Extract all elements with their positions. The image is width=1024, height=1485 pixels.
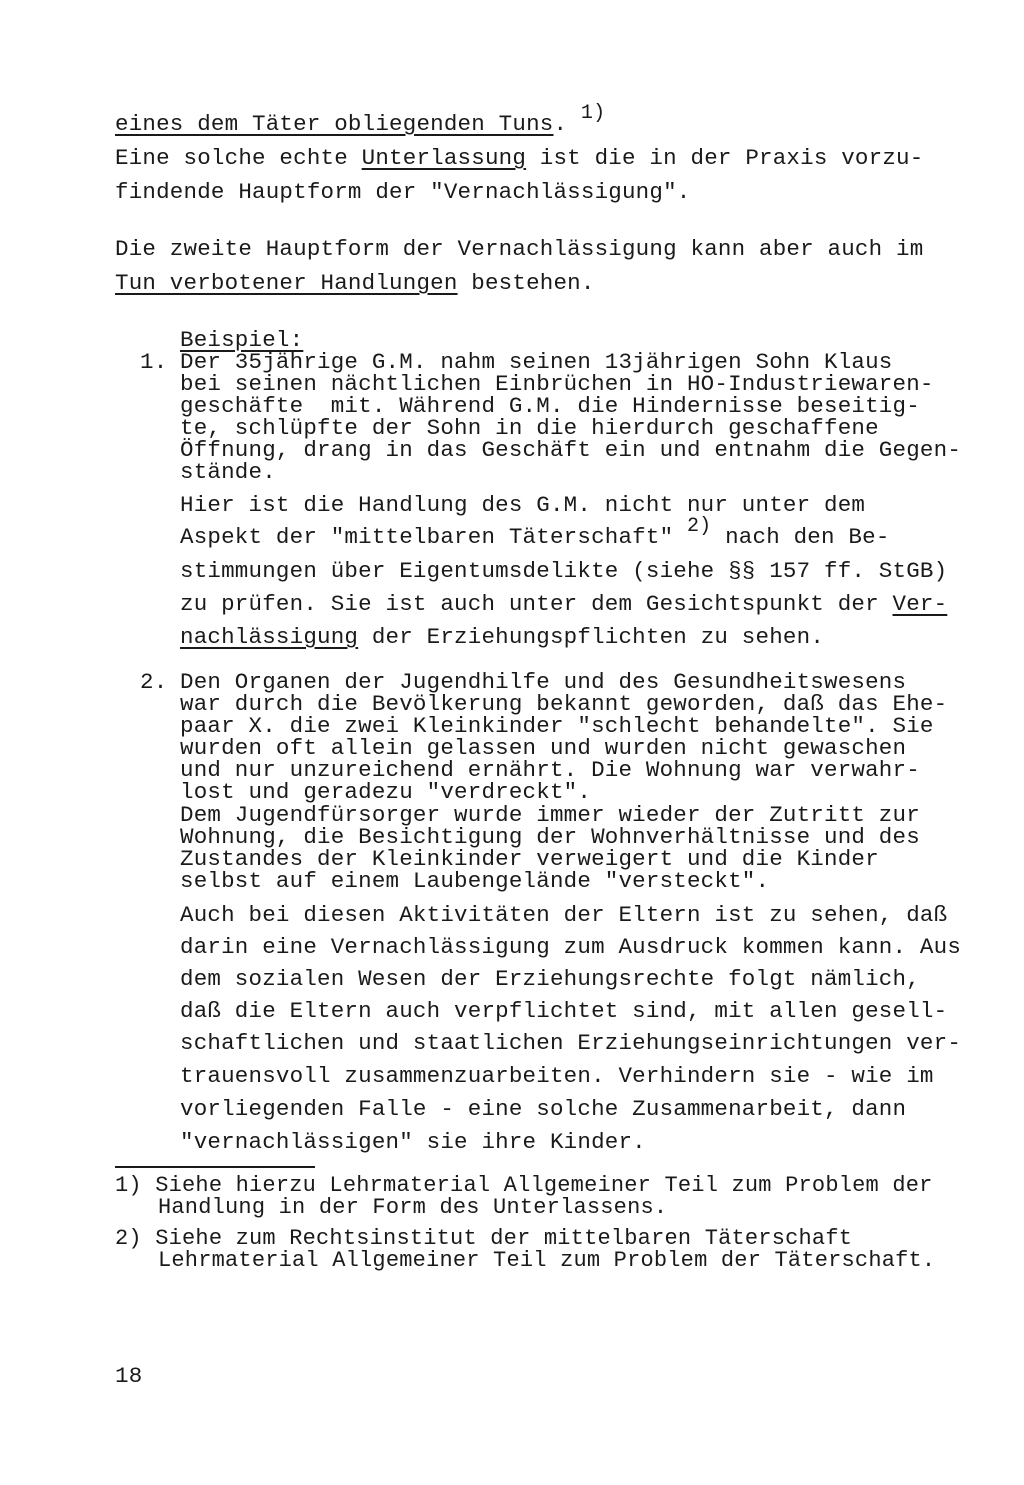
item-2-comment-line: schaftlichen und staatlichen Erziehungseinrichtungen ver- [180, 1030, 962, 1056]
footnote-1-line: 1) Siehe hierzu Lehrmaterial Allgemeiner Teil zum Problem der [115, 1173, 933, 1198]
item-2-line: selbst auf einem Laubengelände "versteckt". [180, 868, 770, 894]
item-1-line: Öffnung, drang in das Geschäft ein und entnahm die Gegen- [180, 437, 962, 463]
intro-line-1: eines dem Täter obliegenden Tuns. 1) [115, 102, 606, 137]
para2-line-2: Tun verbotener Handlungen bestehen. [115, 270, 595, 296]
item-2-comment-line: Auch bei diesen Aktivitäten der Eltern ist zu sehen, daß [180, 902, 948, 928]
item-1-comment-line: Aspekt der "mittelbaren Täterschaft" 2) nach den Be- [180, 515, 890, 550]
item-1-line: bei seinen nächtlichen Einbrüchen in HO-Industriewaren- [180, 371, 934, 397]
item-2-comment-line: daß die Eltern auch verpflichtet sind, mit allen gesell- [180, 998, 948, 1024]
item-1-comment-line: nachlässigung der Erziehungspflichten zu sehen. [180, 624, 825, 650]
item-2-number: 2. [140, 669, 168, 695]
footnote-2-line: 2) Siehe zum Rechtsinstitut der mittelbaren Täterschaft [115, 1226, 853, 1251]
para2-line-1: Die zweite Hauptform der Vernachlässigung kann aber auch im [115, 236, 924, 262]
item-2-line: Zustandes der Kleinkinder verweigert und die Kinder [180, 846, 879, 872]
item-2-line: lost und geradezu "verdreckt". [180, 779, 592, 805]
footnote-1-line: Handlung in der Form des Unterlassens. [158, 1195, 668, 1220]
item-2-line: paar X. die zwei Kleinkinder "schlecht behandelte". Sie [180, 713, 934, 739]
item-2-line: Wohnung, die Besichtigung der Wohnverhältnisse und des [180, 824, 920, 850]
footnote-separator [115, 1166, 315, 1168]
item-1-line: Der 35jährige G.M. nahm seinen 13jährigen Sohn Klaus [180, 349, 893, 375]
item-2-line: Dem Jugendfürsorger wurde immer wieder der Zutritt zur [180, 802, 920, 828]
example-heading: Beispiel: [180, 327, 304, 353]
item-2-comment-line: dem sozialen Wesen der Erziehungsrechte folgt nämlich, [180, 966, 920, 992]
item-2-line: wurden oft allein gelassen und wurden nicht gewaschen [180, 735, 907, 761]
item-1-line: stände. [180, 459, 276, 485]
item-2-line: Den Organen der Jugendhilfe und des Gesundheitswesens [180, 669, 907, 695]
underlined-phrase: Tun verbotener Handlungen [115, 270, 458, 296]
item-1-comment-line: zu prüfen. Sie ist auch unter dem Gesichtspunkt der Ver- [180, 591, 948, 617]
underlined-phrase: eines dem Täter obliegenden Tuns [115, 111, 554, 137]
page-number: 18 [115, 1363, 143, 1389]
item-2-line: und nur unzureichend ernährt. Die Wohnung war verwahr- [180, 757, 920, 783]
item-2-comment-line: trauensvoll zusammenzuarbeiten. Verhindern sie - wie im [180, 1063, 934, 1089]
item-1-line: geschäfte mit. Während G.M. die Hindernisse beseitig- [180, 393, 920, 419]
item-1-comment-line: Hier ist die Handlung des G.M. nicht nur unter dem [180, 492, 866, 518]
item-2-line: war durch die Bevölkerung bekannt geworden, daß das Ehe- [180, 691, 948, 717]
item-1-number: 1. [140, 349, 168, 375]
intro-line-3: findende Hauptform der "Vernachlässigung". [115, 179, 691, 205]
item-2-comment-line: "vernachlässigen" sie ihre Kinder. [180, 1129, 646, 1155]
intro-line-2: Eine solche echte Unterlassung ist die in der Praxis vorzu- [115, 145, 924, 171]
underlined-word: Unterlassung [361, 145, 527, 171]
item-2-comment-line: darin eine Vernachlässigung zum Ausdruck kommen kann. Aus [180, 934, 962, 960]
item-1-comment-line: stimmungen über Eigentumsdelikte (siehe §§ 157 ff. StGB) [180, 558, 948, 584]
footnote-ref-1: 1) [580, 102, 606, 125]
footnote-ref-2: 2) [686, 515, 712, 538]
footnote-2-line: Lehrmaterial Allgemeiner Teil zum Problem der Täterschaft. [158, 1248, 936, 1273]
item-1-line: te, schlüpfte der Sohn in die hierdurch geschaffene [180, 415, 879, 441]
item-2-comment-line: vorliegenden Falle - eine solche Zusammenarbeit, dann [180, 1096, 907, 1122]
